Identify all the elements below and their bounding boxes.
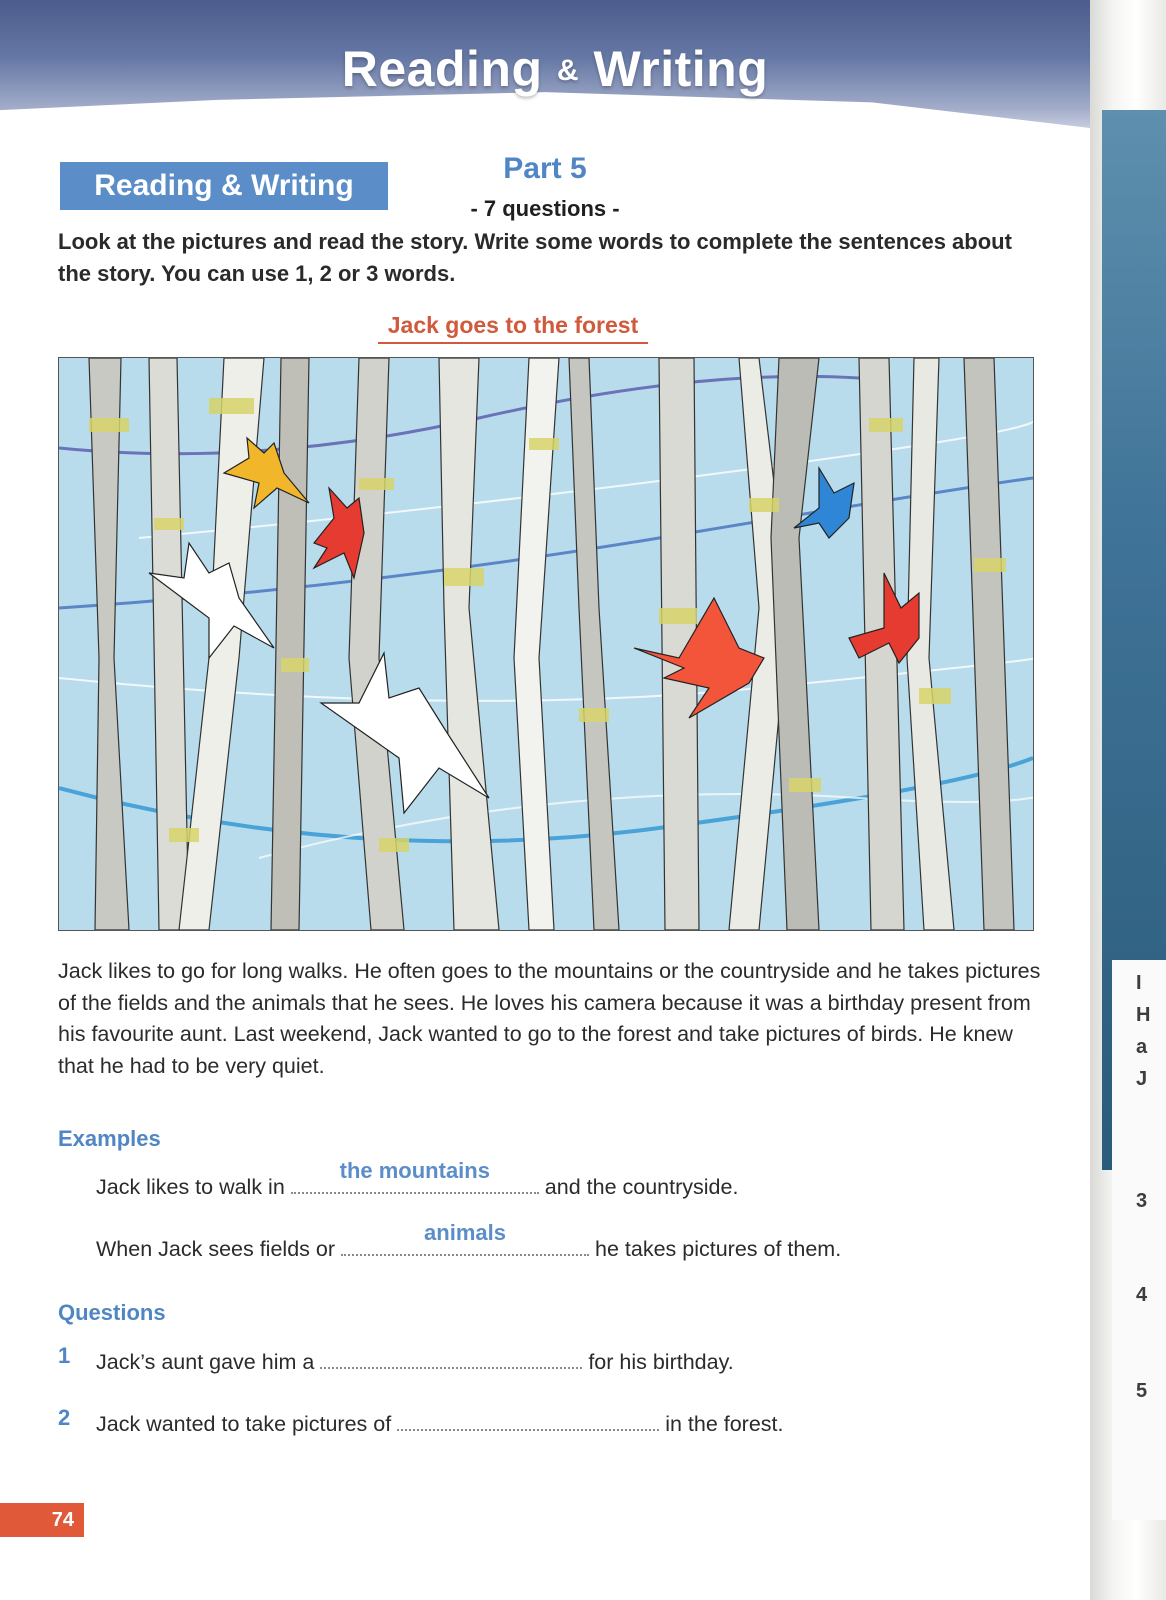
question-2-number: 2 <box>58 1405 71 1430</box>
question-1-after: for his birthday. <box>588 1350 734 1374</box>
question-2-after: in the forest. <box>665 1412 784 1436</box>
section-label: Reading & Writing <box>60 162 388 210</box>
banner-title-writing: Writing <box>593 41 769 97</box>
question-1 <box>96 1343 734 1375</box>
edge-char-5: 3 <box>1136 1190 1148 1212</box>
edge-char-2: H <box>1136 1004 1151 1026</box>
question-2-before: Jack wanted to take pictures of <box>96 1412 392 1436</box>
example-2-after: he takes pictures of them. <box>595 1237 842 1261</box>
example-2-before: When Jack sees fields or <box>96 1237 335 1261</box>
edge-char-4: J <box>1136 1068 1148 1090</box>
edge-char-3: a <box>1136 1036 1148 1058</box>
example-1-after: and the countryside. <box>544 1175 739 1199</box>
page-number: 74 <box>0 1503 84 1537</box>
story-title: Jack goes to the forest <box>378 312 648 344</box>
edge-char-6: 4 <box>1136 1284 1148 1306</box>
question-2 <box>96 1405 784 1437</box>
question-1-number: 1 <box>58 1343 71 1368</box>
example-1 <box>96 1158 739 1200</box>
example-2-answer: animals <box>424 1220 506 1245</box>
example-1-before: Jack likes to walk in <box>96 1175 285 1199</box>
question-1-before: Jack’s aunt gave him a <box>96 1350 315 1374</box>
example-1-answer: the mountains <box>339 1158 490 1183</box>
instructions: Look at the pictures and read the story. Write some words to complete the sentences about the story. You can use 1, 2 or 3 words. <box>58 229 1012 286</box>
questions-heading: Questions <box>58 1300 166 1325</box>
edge-char-1: I <box>1136 972 1142 994</box>
part-label: Part 5 <box>503 152 587 185</box>
banner-title-reading: Reading <box>341 41 543 97</box>
story-text: Jack likes to go for long walks. He often goes to the mountains or the countryside and he takes pictures of the fields and the animals that he sees. He loves his camera because it was a birthday present from his favourite aunt. Last weekend, Jack wanted to go to the forest and take pictures of birds. He knew that he had to be very quiet. <box>58 959 1041 1078</box>
example-2 <box>96 1220 842 1262</box>
banner-title <box>0 40 1090 98</box>
banner-title-amp: & <box>556 54 580 87</box>
question-2-answer-blank[interactable] <box>397 1405 659 1431</box>
examples-heading: Examples <box>58 1126 161 1151</box>
story-illustration <box>58 357 1034 931</box>
example-2-blank <box>341 1220 589 1256</box>
question-count: - 7 questions - <box>470 196 620 221</box>
example-1-blank <box>291 1158 539 1194</box>
edge-char-7: 5 <box>1136 1380 1148 1402</box>
question-1-answer-blank[interactable] <box>320 1343 582 1369</box>
next-page-edge <box>1090 0 1166 1600</box>
